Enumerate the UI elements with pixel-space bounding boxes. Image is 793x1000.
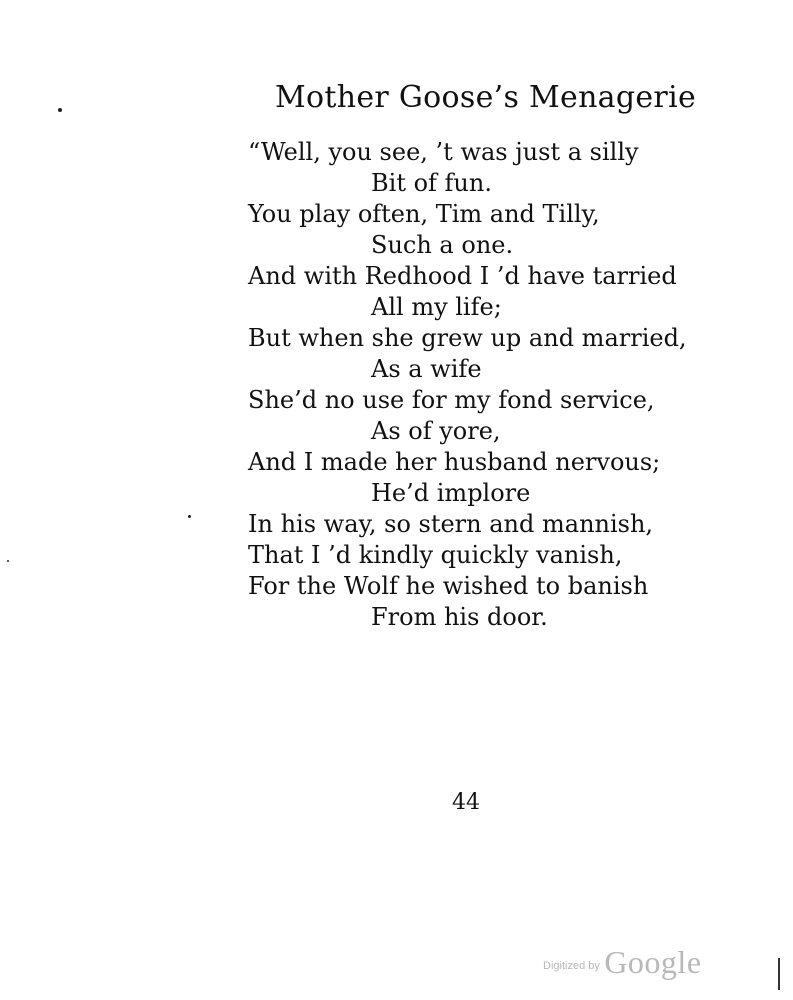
watermark-prefix: Digitized by: [543, 960, 600, 972]
poem-line: That I ’d kindly quickly vanish,: [248, 541, 623, 569]
scan-edge-mark: [778, 958, 780, 990]
poem-line: In his way, so stern and mannish,: [248, 510, 654, 538]
poem-line: Bit of fun.: [371, 169, 492, 197]
poem-line: Such a one.: [371, 231, 514, 259]
digitized-watermark: [543, 944, 702, 981]
poem-line: He’d implore: [371, 479, 531, 507]
scan-speck: [188, 515, 191, 518]
scan-speck: [7, 560, 9, 562]
poem-line: All my life;: [371, 293, 502, 321]
poem-line: And with Redhood I ’d have tarried: [248, 262, 677, 290]
poem-line: For the Wolf he wished to banish: [248, 572, 649, 600]
poem-line: “Well, you see, ’t was just a silly: [248, 138, 639, 166]
poem-line: As a wife: [371, 355, 482, 383]
watermark-brand: Google: [604, 944, 702, 980]
poem-body: [248, 137, 687, 633]
poem-line: She’d no use for my fond service,: [248, 386, 655, 414]
poem-line: As of yore,: [371, 417, 501, 445]
page-title: Mother Goose’s Menagerie: [275, 80, 697, 115]
scan-speck: [58, 108, 62, 112]
poem-line: You play often, Tim and Tilly,: [248, 200, 600, 228]
page-number: 44: [452, 790, 480, 815]
poem-line: But when she grew up and married,: [248, 324, 687, 352]
poem-line: From his door.: [371, 603, 548, 631]
poem-line: And I made her husband nervous;: [248, 448, 661, 476]
